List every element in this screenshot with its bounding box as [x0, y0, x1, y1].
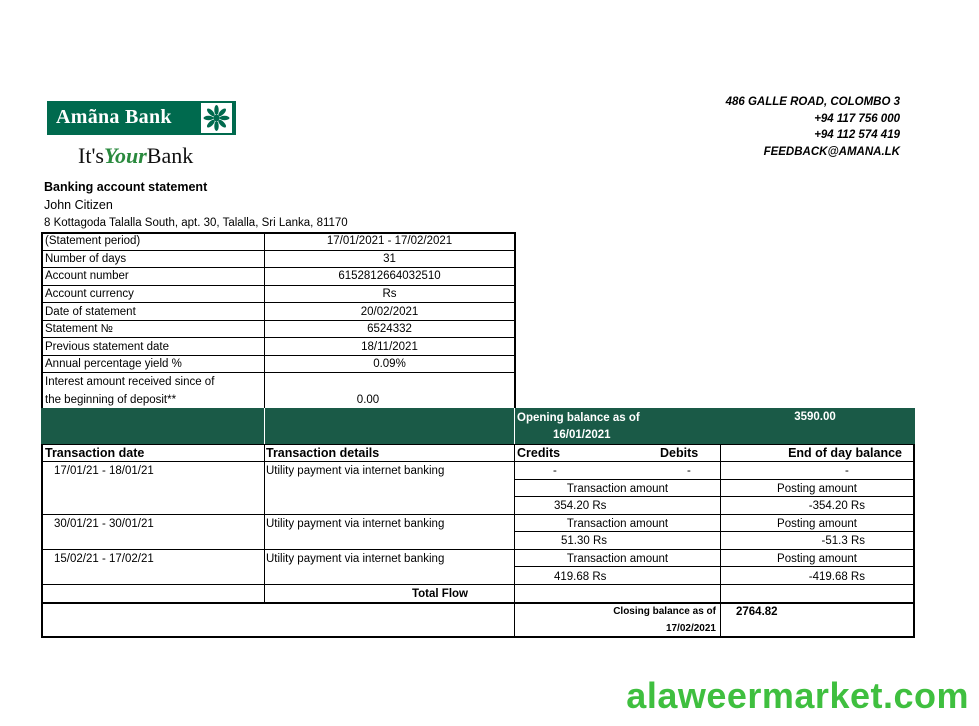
transaction-amount-label: Transaction amount: [566, 518, 669, 530]
posting-amount: -354.20 Rs: [808, 500, 865, 512]
table-border: [264, 444, 265, 603]
table-border: [514, 531, 915, 532]
table-border: [41, 514, 915, 515]
info-label: Statement №: [45, 323, 113, 335]
info-value: 31: [383, 253, 396, 265]
table-border: [514, 479, 915, 480]
info-label: Account number: [45, 270, 129, 282]
info-value: 18/11/2021: [361, 341, 418, 353]
table-border: [41, 584, 915, 585]
info-value: 0.09%: [373, 358, 406, 370]
closing-balance-label: Closing balance as of: [613, 606, 716, 617]
posting-amount: -419.68 Rs: [808, 571, 865, 583]
table-border: [42, 372, 515, 373]
transaction-amount-label: Transaction amount: [566, 553, 669, 565]
bank-contact: [726, 94, 900, 160]
customer-name: John Citizen: [44, 198, 113, 212]
credits-value: -: [553, 465, 557, 477]
info-label: Date of statement: [45, 306, 136, 318]
opening-balance-value: 3590.00: [794, 411, 836, 423]
table-border: [41, 444, 915, 445]
bank-email: FEEDBACK@AMANA.LK: [763, 145, 900, 158]
table-border: [41, 636, 915, 638]
posting-amount-label: Posting amount: [777, 518, 857, 530]
table-border: [514, 232, 516, 408]
bank-phone-2: +94 112 574 419: [814, 129, 900, 141]
watermark: alaweermarket.com: [626, 675, 969, 716]
transaction-amount: 419.68 Rs: [554, 571, 607, 583]
opening-balance-label: Opening balance as of: [517, 412, 640, 424]
table-border: [514, 566, 915, 567]
info-value: Rs: [382, 288, 397, 300]
posting-amount-label: Posting amount: [777, 483, 857, 495]
header-end-of-day-balance: End of day balance: [788, 446, 902, 460]
table-border: [42, 267, 515, 268]
closing-balance-value: 2764.82: [736, 606, 778, 618]
table-border: [41, 549, 915, 550]
info-label: (Statement period): [45, 235, 141, 247]
closing-balance-date: 17/02/2021: [665, 623, 716, 634]
interest-label: Interest amount received since of: [45, 376, 215, 388]
flower-emblem-icon: [201, 103, 232, 133]
info-value: 17/01/2021 - 17/02/2021: [326, 235, 453, 247]
table-border: [41, 232, 43, 408]
interest-value: 0.00: [356, 394, 380, 406]
transaction-details: Utility payment via internet banking: [266, 553, 445, 565]
transaction-date: 17/01/21 - 18/01/21: [54, 465, 154, 477]
header-transaction-details: Transaction details: [266, 446, 380, 460]
table-border: [42, 250, 515, 251]
posting-amount: -51.3 Rs: [821, 535, 865, 547]
info-value: 6152812664032510: [338, 270, 441, 282]
bank-address: 486 GALLE ROAD, COLOMBO 3: [725, 96, 900, 108]
customer-address: 8 Kottagoda Talalla South, apt. 30, Talalla, Sri Lanka, 81170: [44, 217, 348, 229]
statement-title: Banking account statement: [44, 180, 208, 194]
table-border: [264, 408, 265, 444]
table-border: [42, 320, 515, 321]
info-value: 6524332: [367, 323, 412, 335]
posting-amount-label: Posting amount: [777, 553, 857, 565]
info-label: Previous statement date: [45, 341, 170, 353]
header-credits: Credits: [517, 446, 561, 460]
interest-label: the beginning of deposit**: [45, 394, 177, 406]
table-border: [42, 302, 515, 303]
transaction-date: 15/02/21 - 17/02/21: [54, 553, 154, 565]
bank-tagline: It'sYourBank: [78, 143, 194, 168]
opening-balance-date: 16/01/2021: [553, 429, 611, 441]
info-value: 20/02/2021: [360, 306, 419, 318]
table-border: [41, 602, 915, 604]
table-border: [42, 337, 515, 338]
table-border: [514, 408, 515, 444]
transaction-details: Utility payment via internet banking: [266, 518, 445, 530]
table-border: [913, 444, 915, 638]
table-border: [41, 444, 43, 638]
header-debits: Debits: [660, 446, 699, 460]
info-label: Annual percentage yield %: [45, 358, 182, 370]
transaction-details: Utility payment via internet banking: [266, 465, 445, 477]
transaction-date: 30/01/21 - 30/01/21: [54, 518, 154, 530]
transaction-amount: 354.20 Rs: [554, 500, 607, 512]
transaction-amount-label: Transaction amount: [566, 483, 669, 495]
table-border: [514, 496, 915, 497]
table-border: [42, 355, 515, 356]
info-label: Number of days: [45, 253, 127, 265]
debits-value: -: [687, 465, 691, 477]
header-transaction-date: Transaction date: [45, 446, 145, 460]
bank-phone-1: +94 117 756 000: [814, 112, 900, 125]
transaction-amount: 51.30 Rs: [561, 535, 608, 547]
table-border: [42, 285, 515, 286]
balance-value: -: [845, 465, 849, 477]
table-border: [41, 461, 915, 462]
total-flow-label: Total Flow: [411, 588, 468, 600]
bank-logo-text: Amãna Bank: [56, 106, 172, 128]
info-label: Account currency: [45, 288, 134, 300]
